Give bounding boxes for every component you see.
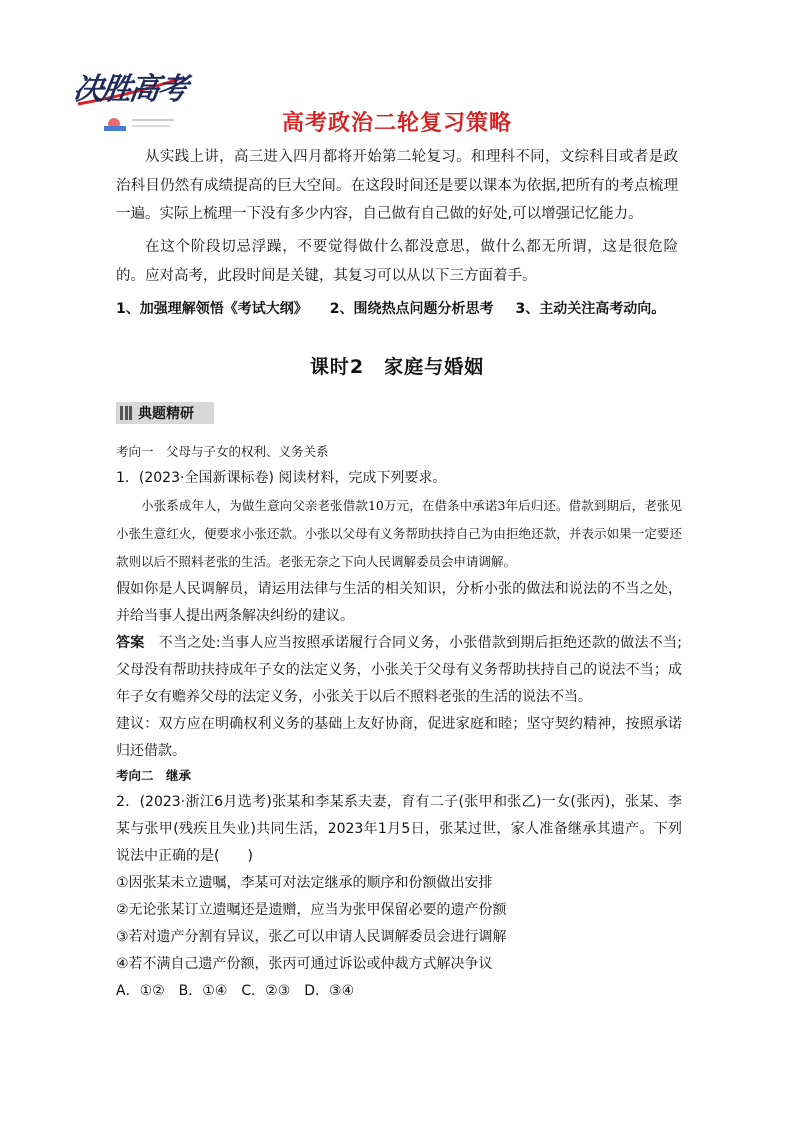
key-point-3: 3、主动关注高考动向。 [515,301,666,317]
q1-answer [116,630,682,711]
intro-paragraph-1: 从实践上讲，高三进入四月都将开始第二轮复习。和理科不同，文综科目或者是政治科目仍然有成绩提高的巨大空间。在这段时间还是要以课本为依据,把所有的考点梳理一遍。实际上梳理一下没有多少内容，自己做有自己做的好处,可以增强记忆能力。 [116,149,678,222]
answer-text: 不当之处:当事人应当按照承诺履行合同义务，小张借款到期后拒绝还款的做法不当;父母没有帮助扶持成年子女的法定义务，小张关于父母有义务帮助扶持自己的说法不当；成年子女有赡养父母的法定义务，小张关于以后不照料老张的生活的说法不当。 [116,635,682,705]
key-point-2: 2、围绕热点问题分析思考 [329,301,494,317]
lesson-title: 课时2 家庭与婚姻 [309,356,485,378]
q2-option-2: ②无论张某订立遗嘱还是遗赠，应当为张甲保留必要的遗产份额 [116,902,507,918]
q1-task: 假如你是人民调解员，请运用法律与生活的相关知识，分析小张的做法和说法的不当之处，并给当事人提出两条解决纠纷的建议。 [116,581,682,624]
question-2 [116,762,682,1005]
q1-stem: 1．(2023·全国新课标卷) 阅读材料，完成下列要求。 [116,470,447,486]
intro-paragraph-2: 在这个阶段切忌浮躁，不要觉得做什么都没意思，做什么都无所谓，这是很危险的。应对高考，此段时间是关键，其复习可以从以下三方面着手。 [116,239,678,284]
answer-label: 答案 [116,635,145,651]
page-title: 高考政治二轮复习策略 [281,111,512,136]
q2-choices: A．①② B．①④ C．②③ D．③④ [116,983,355,999]
q2-stem: 2．(2023·浙江6月选考)张某和李某系夫妻，育有二子(张甲和张乙)一女(张丙)，张某、李某与张甲(残疾且失业)共同生活，2023年1月5日，张某过世，家人准备继承其遗产。下列说法中正确的是( ) [116,794,682,864]
q2-topic: 考向二 继承 [116,768,192,783]
key-point-1: 1、加强理解领悟《考试大纲》 [116,301,308,317]
logo-text: 决胜高考 [71,72,188,107]
q2-option-4: ④若不满自己遗产份额，张丙可通过诉讼或仲裁方式解决争议 [116,956,493,972]
question-1 [116,438,682,765]
section-label: 典题精研 [138,406,194,422]
q1-suggestion: 建议：双方应在明确权利义务的基础上友好协商，促进家庭和睦；坚守契约精神，按照承诺归还借款。 [116,716,682,759]
intro-block-2 [116,233,678,290]
section-header [116,402,214,424]
q2-option-3: ③若对遗产分割有异议，张乙可以申请人民调解委员会进行调解 [116,929,507,945]
q1-material: 小张系成年人，为做生意向父亲老张借款10万元，在借条中承诺3年后归还。借款到期后，老张见小张生意红火，便要求小张还款。小张以父母有义务帮助扶持自己为由拒绝还款，并表示如果一定要还款则以后不照料老张的生活。老张无奈之下向人民调解委员会申请调解。 [116,498,682,569]
key-points [116,298,687,318]
intro-block [116,143,678,229]
q1-topic: 考向一 父母与子女的权利、义务关系 [116,444,329,459]
section-bars-icon [120,406,132,420]
q2-option-1: ①因张某未立遗嘱，李某可对法定继承的顺序和份额做出安排 [116,875,493,891]
